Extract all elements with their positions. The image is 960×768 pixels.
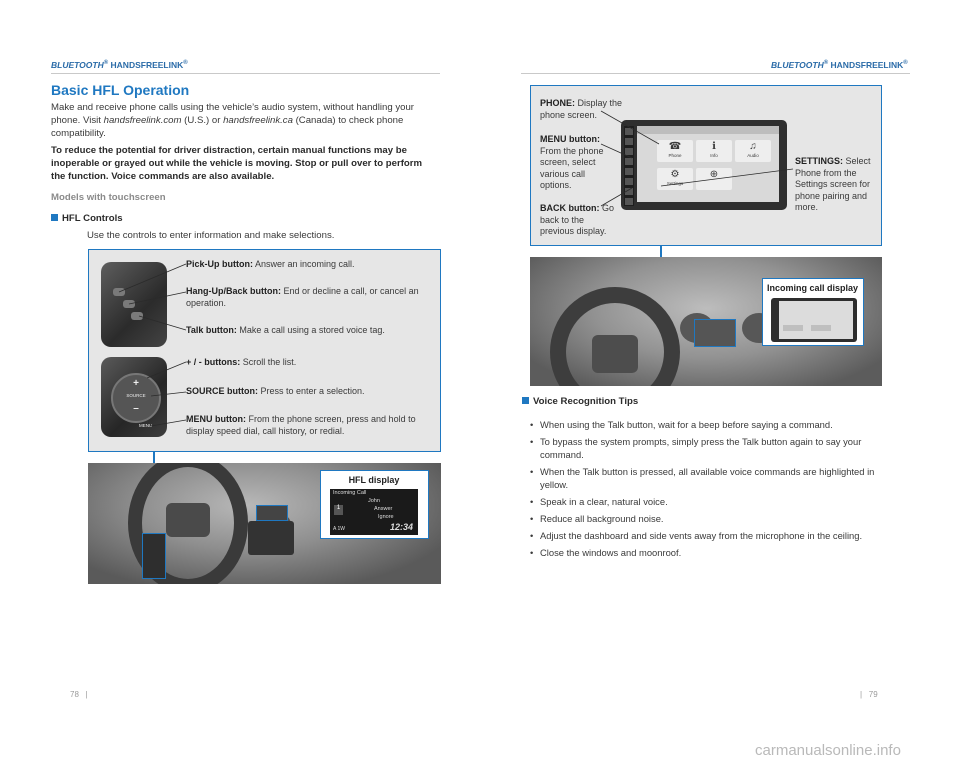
hang-up-button-label: Hang-Up/Back button: End or decline a call, or cancel an operation. xyxy=(186,286,419,308)
section-marker-icon xyxy=(522,397,529,404)
right-page-number: | 79 xyxy=(860,690,878,699)
link-handsfreelink-com[interactable]: handsfreelink.com xyxy=(103,115,182,126)
gear-icon: ⚙ xyxy=(670,169,680,180)
left-header: BLUETOOTH® HANDSFREELINK® xyxy=(51,60,188,70)
hfl-display-highlight xyxy=(256,505,288,521)
screen-info-tile[interactable]: ℹ Info xyxy=(696,140,732,162)
list-item: • Close the windows and moonroof. xyxy=(521,546,903,559)
phone-icon: ☎ xyxy=(668,141,682,152)
source-button-label: SOURCE button: Press to enter a selection. xyxy=(186,386,365,396)
talk-button-label: Talk button: Make a call using a stored voice tag. xyxy=(186,325,385,335)
list-item: • When the Talk button is pressed, all available voice commands are highlighted in yellow. xyxy=(521,465,903,491)
steering-controls-highlight xyxy=(142,533,166,579)
phone-callout-label: PHONE: Display the phone screen. xyxy=(540,98,623,120)
link-icon: ⊕ xyxy=(709,169,719,180)
incoming-call-display-callout: Incoming call display xyxy=(762,278,864,346)
plus-minus-buttons-label: + / - buttons: Scroll the list. xyxy=(186,357,297,367)
incoming-call-screen xyxy=(771,298,857,342)
warning-paragraph: To reduce the potential for driver distraction, certain manual functions may be inoperable or grayed out while the vehicle is moving. Stop or pull over to perform the function. Voice commands are also available. xyxy=(51,145,423,182)
pick-up-button-label: Pick-Up button: Answer an incoming call. xyxy=(186,259,355,269)
touchscreen-highlight xyxy=(694,319,736,347)
screen-settings-tile[interactable]: ⚙ Settings xyxy=(657,168,693,190)
selector-wheel-image: + SOURCE – xyxy=(111,373,161,423)
steering-hub-image xyxy=(592,335,638,373)
list-item: • Adjust the dashboard and side vents away from the microphone in the ceiling. xyxy=(521,529,903,542)
hfl-ignore-option: Ignore xyxy=(378,514,394,520)
list-item: • Reduce all background noise. xyxy=(521,512,903,525)
list-item: • When using the Talk button, wait for a beep before saying a command. xyxy=(521,418,903,431)
menu-callout-label: MENU button: From the phone screen, select various call options. xyxy=(540,134,604,190)
list-item: • Speak in a clear, natural voice. xyxy=(521,495,903,508)
hfl-display-callout: HFL display Incoming Call John 1 Answer Ignore A 1W 12:34 xyxy=(320,470,429,539)
info-icon: ℹ xyxy=(712,141,716,152)
steering-hub-image xyxy=(166,503,210,537)
music-note-icon: ♫ xyxy=(749,141,757,152)
screen-audio-tile[interactable]: ♫ Audio xyxy=(735,140,771,162)
right-header: BLUETOOTH® HANDSFREELINK® xyxy=(771,60,908,70)
hfl-controls-panel xyxy=(88,249,441,452)
hfl-display-screen: Incoming Call John 1 Answer Ignore A 1W 12:34 xyxy=(330,489,418,535)
center-screen-image xyxy=(248,521,294,555)
section-voice-recognition-tips: Voice Recognition Tips xyxy=(522,396,638,407)
back-callout-label: BACK button: Go back to the previous display. xyxy=(540,203,614,236)
incoming-call-screen-content xyxy=(779,301,853,339)
left-header-rule xyxy=(51,73,440,74)
screen-phone-tile[interactable]: ☎ Phone xyxy=(657,140,693,162)
menu-button-label: MENU button: From the phone screen, press and hold to display speed dial, call history, or redial. xyxy=(186,414,416,436)
touchscreen-panel xyxy=(530,85,882,246)
voice-tips-list xyxy=(521,418,903,563)
settings-callout-label: SETTINGS: Select Phone from the Settings screen for phone pairing and more. xyxy=(795,156,871,212)
section-hfl-controls-desc: Use the controls to enter information and make selections. xyxy=(87,230,335,241)
list-item: • To bypass the system prompts, simply press the Talk button again to say your command. xyxy=(521,435,903,461)
answer-button[interactable] xyxy=(783,325,803,331)
left-page-number: 78 | xyxy=(70,690,88,699)
link-handsfreelink-ca[interactable]: handsfreelink.ca xyxy=(223,115,293,126)
steering-controls-bottom-image: + SOURCE – MENU xyxy=(101,357,167,437)
section-marker-icon xyxy=(51,214,58,221)
watermark: carmanualsonline.info xyxy=(755,742,901,759)
touchscreen-leader-lines xyxy=(531,86,883,247)
subheading-touchscreen: Models with touchscreen xyxy=(51,192,166,203)
intro-paragraph: Make and receive phone calls using the vehicle’s audio system, without handling your phone. Visit handsfreelink.com (U.S.) or handsfreelink.ca (Canada) to check phone compatibility. xyxy=(51,102,414,139)
right-header-rule xyxy=(521,73,910,74)
section-hfl-controls: HFL Controls xyxy=(51,213,123,224)
page-title: Basic HFL Operation xyxy=(51,82,190,98)
ignore-button[interactable] xyxy=(811,325,831,331)
hfl-answer-option: Answer xyxy=(374,506,393,512)
